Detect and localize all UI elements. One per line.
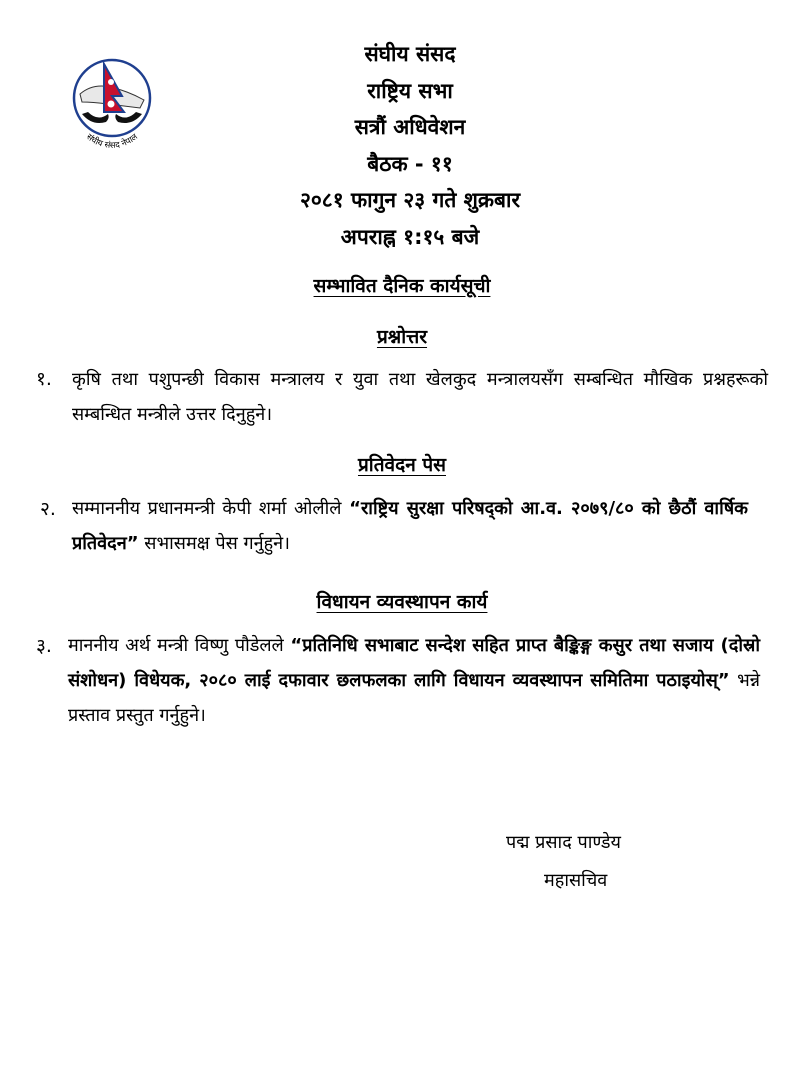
item-number: २. bbox=[40, 498, 56, 520]
item-text-bold: “राष्ट्रिय सुरक्षा परिषद्को आ.व. २०७९/८० को छैठौं वार्षिक प्रतिवेदन” bbox=[72, 498, 748, 554]
header-line: २०८१ फागुन २३ गते शुक्रबार bbox=[299, 188, 521, 212]
header-line: बैठक - ११ bbox=[367, 151, 453, 176]
section-heading-question-answer: प्रश्नोत्तर bbox=[376, 326, 428, 348]
agenda-title: सम्भावित दैनिक कार्यसूची bbox=[313, 275, 491, 297]
item-text-plain: कृषि तथा पशुपन्छी विकास मन्त्रालय र युवा तथा खेलकुद मन्त्रालयसँग सम्बन्धित मौखिक प्रश्नहरूको सम्बन्धित मन्त्रीले उत्तर दिनुहुने। bbox=[72, 369, 768, 425]
item-text-bold: “प्रतिनिधि सभाबाट सन्देश सहित प्राप्त बैङ्किङ्ग कसुर तथा सजाय (दोस्रो संशोधन) विधेयक, २०८० लाई दफावार छलफलका लागि विधायन व्यवस्थापन समितिमा पठाइयोस्” bbox=[68, 635, 760, 691]
item-text-post: सभासमक्ष पेस गर्नुहुने। bbox=[144, 533, 290, 554]
item-text bbox=[68, 628, 760, 733]
header-line: सत्रौं अधिवेशन bbox=[354, 115, 466, 139]
parliament-emblem bbox=[64, 52, 160, 152]
item-text bbox=[72, 491, 748, 561]
item-text-pre: माननीय अर्थ मन्त्री विष्णु पौडेलले bbox=[68, 635, 284, 656]
section-heading-report-submission: प्रतिवेदन पेस bbox=[357, 454, 446, 476]
emblem-icon bbox=[64, 52, 160, 152]
signature-title: महासचिव bbox=[544, 870, 608, 891]
item-text-post: भन्ने प्रस्ताव प्रस्तुत गर्नुहुने। bbox=[68, 670, 760, 726]
svg-text:संघीय संसद नेपाल bbox=[84, 131, 140, 150]
item-number: १. bbox=[36, 368, 52, 390]
item-text-pre: सम्माननीय प्रधानमन्त्री केपी शर्मा ओलीले bbox=[72, 498, 342, 519]
item-text bbox=[72, 362, 768, 432]
signature-name: पद्म प्रसाद पाण्डेय bbox=[506, 832, 621, 853]
item-number: ३. bbox=[36, 635, 52, 657]
document-header bbox=[200, 36, 620, 255]
header-line: राष्ट्रिय सभा bbox=[367, 78, 453, 103]
emblem-caption: संघीय संसद नेपाल bbox=[84, 132, 140, 151]
header-line: संघीय संसद bbox=[364, 42, 456, 66]
section-heading-legislation-management: विधायन व्यवस्थापन कार्य bbox=[316, 591, 488, 613]
header-line: अपराह्न १:१५ बजे bbox=[340, 224, 480, 249]
